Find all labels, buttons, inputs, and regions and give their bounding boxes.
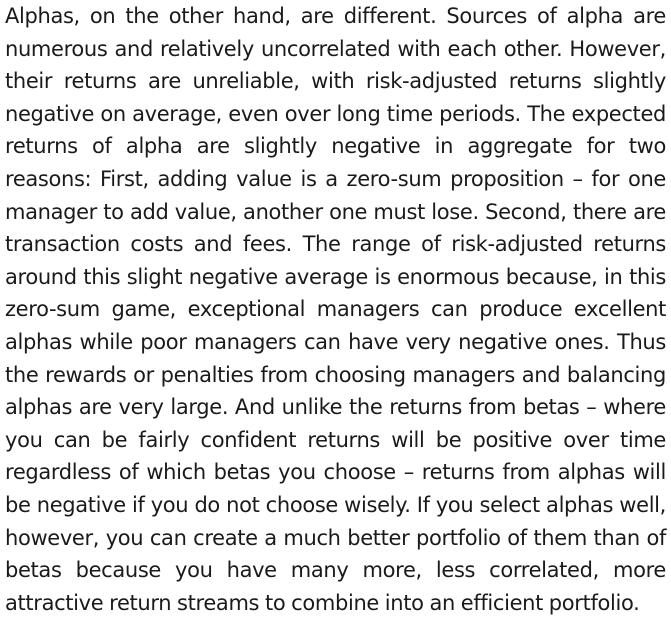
body-paragraph: Alphas, on the other hand, are different. Sources of alpha are numerous and relatively uncorrelated with each other. However, their returns are unreliable, with risk-adjusted returns slightly negative on average, even over long time periods. The expected returns of alpha are slightly negative in aggregate for two reasons: First, adding value is a zero-sum proposition – for one manager to add value, another one must lose. Second, there are transaction costs and fees. The range of risk-adjusted returns around this slight negative average is enormous because, in this zero-sum game, exceptional managers can produce excellent alphas while poor managers can have very negative ones. Thus the rewards or penalties from choosing managers and balancing alphas are very large. And unlike the returns from betas – where you can be fairly confident returns will be positive over time regardless of which betas you choose – returns from alphas will be negative if you do not choose wisely. If you select alphas well, however, you can create a much better portfolio of them than of betas because you have many more, less correlated, more attractive return streams to combine into an efficient portfolio. — [5, 4, 666, 615]
